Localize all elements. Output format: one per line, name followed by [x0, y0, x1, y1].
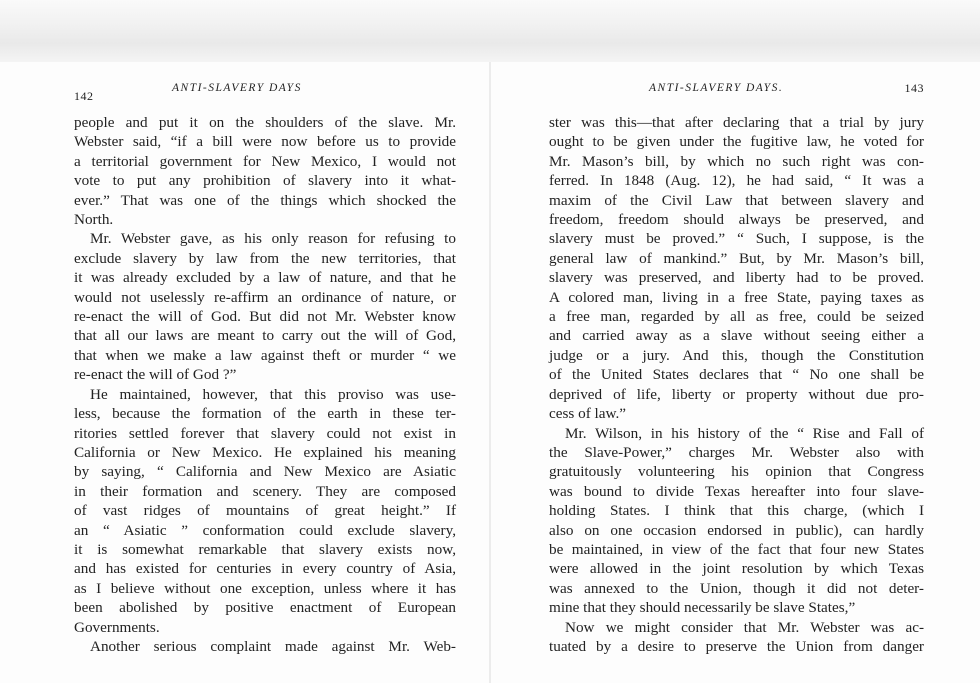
- text-line: ought to be given under the fugitive law, he voted for: [549, 133, 924, 151]
- text-line: a free man, regarded by all as free, could be seized: [549, 308, 924, 326]
- text-line: holding States. I think that this charge, (which I: [549, 502, 924, 520]
- text-line: of vast ridges of mountains of great height.” If: [74, 502, 456, 520]
- text-line: ritories settled forever that slavery could not exist in: [74, 424, 456, 442]
- right-page-text: [549, 113, 924, 656]
- left-page: [74, 78, 456, 656]
- text-line: Now we might consider that Mr. Webster was ac-: [565, 618, 924, 636]
- text-line: it was already excluded by a law of nature, and that he: [74, 269, 456, 287]
- right-page: [549, 78, 924, 656]
- text-line: ster was this—that after declaring that a trial by jury: [549, 114, 924, 131]
- text-line: freedom, freedom should always be preserved, and: [549, 211, 924, 229]
- text-line: been abolished by positive enactment of European: [74, 599, 456, 617]
- text-line: that when we make a law against theft or murder “ we: [74, 346, 456, 364]
- text-line: slavery must be proved.” “ Such, I suppose, is the: [549, 230, 924, 248]
- text-line: Governments.: [74, 618, 160, 636]
- text-line: the Slave-Power,” charges Mr. Webster also with: [549, 443, 924, 461]
- text-line: of the United States declares that “ No one shall be: [549, 366, 924, 384]
- text-line: also on one occasion endorsed in public), can hardly: [549, 521, 924, 539]
- text-line: as I believe without one exception, unless where it has: [74, 579, 456, 597]
- text-line: and has existed for centuries in every country of Asia,: [74, 560, 456, 578]
- left-page-number: 142: [74, 89, 94, 103]
- text-line: was annexed to the Union, though it did not deter-: [549, 579, 924, 597]
- text-line: less, because the formation of the earth in these ter-: [74, 405, 456, 423]
- text-line: A colored man, living in a free State, paying taxes as: [549, 288, 924, 306]
- text-line: people and put it on the shoulders of the slave. Mr.: [74, 114, 456, 131]
- text-line: re-enact the will of God ?”: [74, 366, 237, 384]
- text-line: North.: [74, 211, 114, 229]
- text-line: Webster said, “if a bill were now before us to provide: [74, 133, 456, 151]
- text-line: He maintained, however, that this proviso was use-: [90, 385, 456, 403]
- text-line: was bound to divide Texas hereafter into four slave-: [549, 482, 924, 500]
- text-line: judge or a jury. And this, though the Constitution: [549, 346, 924, 364]
- text-line: by saying, “ California and New Mexico are Asiatic: [74, 463, 456, 481]
- right-page-number: 143: [904, 81, 924, 95]
- text-line: slavery was preserved, and liberty had to be proved.: [549, 269, 924, 287]
- text-line: an “ Asiatic ” conformation could exclude slavery,: [74, 521, 456, 539]
- right-running-head: ANTI-SLAVERY DAYS.: [649, 82, 784, 94]
- text-line: exclude slavery by law from the new territories, that: [74, 249, 456, 267]
- text-line: cess of law.”: [549, 405, 627, 423]
- text-line: Another serious complaint made against Mr. Web-: [90, 637, 456, 655]
- text-line: were allowed in the joint resolution by which Texas: [549, 560, 924, 578]
- text-line: California or New Mexico. He explained his meaning: [74, 443, 456, 461]
- text-line: a territorial government for New Mexico, I would not: [74, 152, 456, 170]
- text-line: would not uselessly re-affirm an ordinance of nature, or: [74, 288, 456, 306]
- text-line: that all our laws are meant to carry out the will of God,: [74, 327, 456, 345]
- book-gutter: [489, 62, 491, 683]
- text-line: re-enact the will of God. But did not Mr. Webster know: [74, 308, 456, 326]
- text-line: maxim of the Civil Law that between slavery and: [549, 191, 924, 209]
- text-line: Mr. Mason’s bill, by which no such right was con-: [549, 152, 924, 170]
- text-line: in their formation and scenery. They are composed: [74, 482, 456, 500]
- text-line: ferred. In 1848 (Aug. 12), he had said, “ It was a: [549, 172, 924, 190]
- text-line: tuated by a desire to preserve the Union from danger: [549, 637, 924, 655]
- left-running-head: ANTI-SLAVERY DAYS: [172, 82, 302, 94]
- text-line: it is somewhat remarkable that slavery exists now,: [74, 540, 456, 558]
- left-page-text: [74, 113, 456, 656]
- text-line: general law of mankind.” But, by Mr. Mason’s bill,: [549, 249, 924, 267]
- text-line: Mr. Webster gave, as his only reason for refusing to: [90, 230, 456, 248]
- text-line: and carried away as a slave without seeing either a: [549, 327, 924, 345]
- left-page-header: [74, 78, 456, 104]
- text-line: Mr. Wilson, in his history of the “ Rise and Fall of: [565, 424, 924, 442]
- right-page-header: [549, 78, 924, 104]
- text-line: be maintained, in view of the fact that four new States: [549, 540, 924, 558]
- text-line: deprived of life, liberty or property without due pro-: [549, 385, 924, 403]
- scan-background: [0, 0, 980, 62]
- text-line: ever.” That was one of the things which shocked the: [74, 191, 456, 209]
- text-line: mine that they should necessarily be slave States,”: [549, 599, 856, 617]
- text-line: gratuitously volunteering his opinion that Congress: [549, 463, 924, 481]
- text-line: vote to put any prohibition of slavery into it what-: [74, 172, 456, 190]
